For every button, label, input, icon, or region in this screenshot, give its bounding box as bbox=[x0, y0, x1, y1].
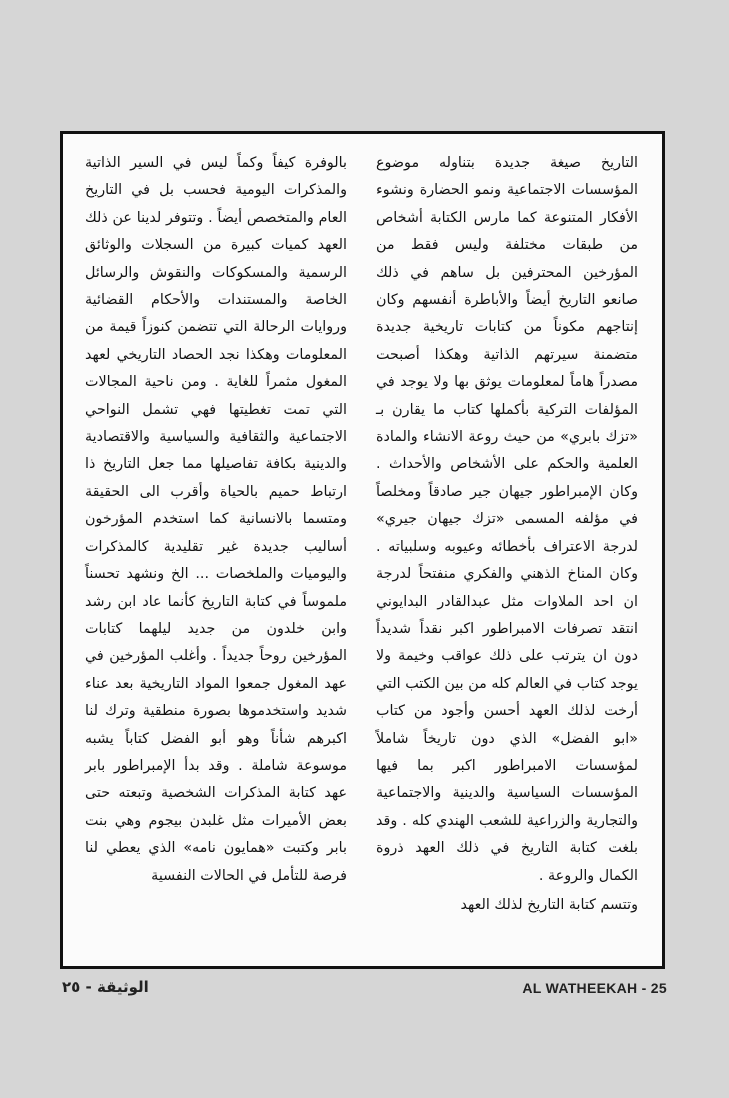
article-frame bbox=[60, 131, 665, 969]
footer-arabic-page-label: الوثيقة - ٢٥ bbox=[62, 978, 149, 996]
article-column-left bbox=[85, 150, 347, 890]
footer-english-page-label: AL WATHEEKAH - 25 bbox=[522, 980, 667, 996]
article-paragraph: التاريخ صيغة جديدة بتناوله موضوع المؤسسات الاجتماعية ونمو الحضارة ونشوء الأفكار المتنوعة كما مارس الكتابة أشخاص من طبقات مختلفة وليس فقط من المؤرخين المحترفين بل ساهم في ذلك صانعو التاريخ أيضاً والأباطرة أنفسهم وكان إنتاجهم مكوناً من كتابات تاريخية جديدة متضمنة سيرتهم الذاتية وهكذا أصبحت مصدراً هاماً لمعلومات يوثق بها ولا يوجد في المؤلفات التركية بأكملها كتاب ما يقارن بـ «تزك بابري» من حيث روعة الانشاء والمادة العلمية والحكم على الأشخاص والأحداث . وكان الإمبراطور جيهان جير صادقاً ومخلصاً في مؤلفه المسمى «تزك جيهان جيري» لدرجة الاعتراف بأخطائه وعيوبه وسلبياته . وكان المناخ الذهني والفكري منفتحاً لدرجة ان احد الملاوات مثل عبدالقادر البدايوني انتقد تصرفات الامبراطور اكبر نقداً شديداً دون ان يترتب على ذلك عواقب وخيمة ولا يوجد كتاب في العالم كله من بين الكتب التي أرخت لذلك العهد أحسن وأجود من كتاب «ابو الفضل» الذي دون تاريخاً شاملاً لمؤسسات الامبراطور اكبر بما فيها المؤسسات السياسية والدينية والاجتماعية والتجارية والزراعية للشعب الهندي كله . وقد بلغت كتابة التاريخ في ذلك العهد ذروة الكمال والروعة . bbox=[376, 155, 638, 884]
article-paragraph: بالوفرة كيفاً وكماً ليس في السير الذاتية والمذكرات اليومية فحسب بل في التاريخ العام والمتخصص أيضاً . وتتوفر لدينا عن ذلك العهد كميات كبيرة من السجلات والوثائق الرسمية والمسكوكات والنقوش والرسائل الخاصة والمستندات والأحكام القضائية وروايات الرحالة التي تتضمن كنوزاً قيمة من المعلومات وهكذا نجد الحصاد التاريخي لعهد المغول مثمراً للغاية . ومن ناحية المجالات التي تمت تغطيتها فهي تشمل النواحي الاجتماعية والثقافية والسياسية والاقتصادية والدينية بكافة تفاصيلها مما جعل التاريخ ذا ارتباط حميم بالحياة وأقرب الى الحقيقة ومتسما بالانسانية كما استخدم المؤرخون أساليب جديدة غير تقليدية كالمذكرات واليوميات والملخصات ... الخ ونشهد تحسناً ملموساً في كتابة التاريخ كأنما عاد ابن رشد وابن خلدون من جديد ليلهما كتابات المؤرخين روحاً جديداً . وأغلب المؤرخين في عهد المغول جمعوا المواد التاريخية بعد عناء شديد واستخدموها بصورة منطقية وترك لنا اكبرهم شأناً وهو أبو الفضل كتاباً يشبه موسوعة شاملة . وقد بدأ الإمبراطور بابر عهد كتابة المذكرات الشخصية وتبعته حتى بعض الأميرات مثل غلبدن بيجوم وهي بنت بابر وكتبت «همايون نامه» الذي يعطي لنا فرصة للتأمل في الحالات النفسية bbox=[85, 155, 347, 884]
article-column-right bbox=[376, 150, 638, 919]
article-paragraph: وتتسم كتابة التاريخ لذلك العهد bbox=[460, 896, 638, 913]
